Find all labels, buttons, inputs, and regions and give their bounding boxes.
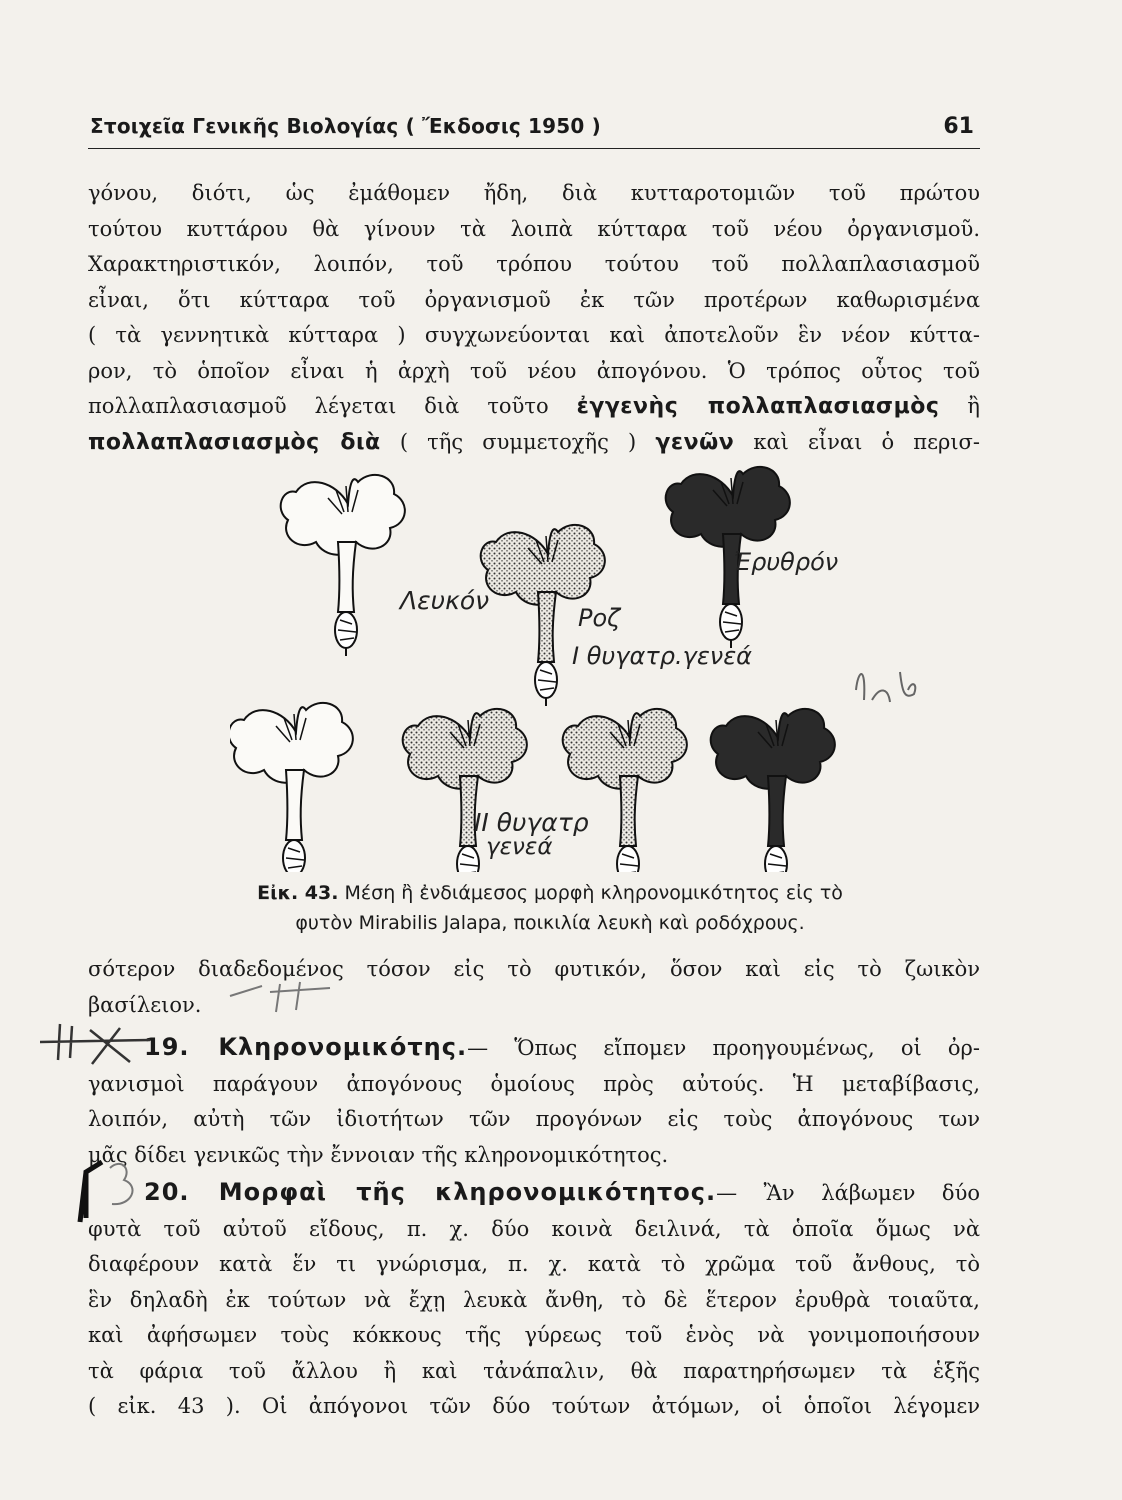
- flower-red-f2: [711, 709, 835, 872]
- text-span: — Ὅπως εἴπομεν προηγουμένως, οἱ ὀρ-: [467, 1036, 980, 1060]
- text-line: καὶ ἀφήσωμεν τοὺς κόκκους τῆς γύρεως τοῦ ἑνὸς νὰ γονιμοποιήσουν: [88, 1323, 980, 1347]
- bold-term: γενῶν: [655, 429, 735, 455]
- text-line: διαφέρουν κατὰ ἕν τι γνώρισμα, π. χ. κατὰ τὸ χρῶμα τοῦ ἄνθους, τὸ: [88, 1252, 980, 1276]
- bold-term: πολλαπλασιασμὸς διὰ: [88, 429, 381, 455]
- section-heading: 19. Κληρονομικότης.: [144, 1033, 468, 1061]
- figure-caption: [150, 878, 950, 938]
- caption-label: Εἰκ. 43.: [257, 882, 339, 904]
- text-line: [88, 1175, 980, 1212]
- text-line: Χαρακτηριστικόν, λοιπόν, τοῦ τρόπου τούτου τοῦ πολλαπλασιασμοῦ: [88, 252, 980, 276]
- text-line: [88, 389, 980, 425]
- label-red: Ἐρυθρόν: [734, 548, 839, 576]
- caption-line: φυτὸν Mirabilis Jalapa, ποικιλία λευκὴ καὶ ροδόχρους.: [295, 912, 805, 934]
- label-first-generation: I θυγατρ.γενεά: [572, 642, 752, 670]
- page-header: [88, 112, 980, 149]
- flower-pink-f2-b: [563, 709, 687, 872]
- label-pink: Ροζ: [578, 604, 621, 632]
- label-second-generation-cont: γενεά: [486, 834, 553, 860]
- flower-white-f2: [230, 703, 353, 872]
- caption-line: [150, 878, 950, 908]
- text-line: γόνου, διότι, ὡς ἐμάθομεν ἤδη, διὰ κυτταροτομιῶν τοῦ πρώτου: [88, 181, 980, 205]
- text-line: ( τὰ γεννητικὰ κύτταρα ) συγχωνεύονται καὶ ἀποτελοῦν ἓν νέον κύττα-: [88, 323, 980, 347]
- text-line: γανισμοὶ παράγουν ἀπογόνους ὁμοίους πρὸς αὐτούς. Ἡ μεταβίβασις,: [88, 1071, 980, 1096]
- text-line: τούτου κυττάρου θὰ γίνουν τὰ λοιπὰ κύτταρα τοῦ νέου ὀργανισμοῦ.: [88, 216, 980, 241]
- caption-text: Μέση ἢ ἐνδιάμεσος μορφὴ κληρονομικότητος εἰς τὸ: [344, 882, 843, 904]
- paragraph-reproduction: [88, 176, 980, 460]
- text-span: ( τῆς συμμετοχῆς ): [399, 429, 637, 454]
- text-line: λοιπόν, αὐτὴ τῶν ἰδιοτήτων τῶν προγόνων εἰς τοὺς ἀπογόνους των: [88, 1107, 980, 1131]
- section-20: [88, 1175, 980, 1425]
- text-line: [88, 425, 980, 461]
- text-span: ἢ: [967, 394, 980, 418]
- text-span: καὶ εἶναι ὁ περισ-: [753, 429, 980, 454]
- running-title: Στοιχεῖα Γενικῆς Βιολογίας ( Ἔκδοσις 1950 ): [90, 114, 602, 138]
- text-line: [88, 1030, 980, 1067]
- text-line: ( εἰκ. 43 ). Οἱ ἀπόγονοι τῶν δύο τούτων ἀτόμων, οἱ ὁποῖοι λέγομεν: [88, 1394, 980, 1418]
- label-second-generation: II θυγατρ: [474, 808, 589, 837]
- page-number: 61: [943, 114, 974, 139]
- text-span: — Ἂν λάβωμεν δύο: [716, 1181, 980, 1205]
- text-line: σότερον διαδεδομένος τόσον εἰς τὸ φυτικόν, ὅσον καὶ εἰς τὸ ζωικὸν: [88, 957, 980, 981]
- text-line: ρον, τὸ ὁποῖον εἶναι ἡ ἀρχὴ τοῦ νέου ἀπογόνου. Ὁ τρόπος οὗτος τοῦ: [88, 358, 980, 383]
- flower-white-parent: [281, 475, 405, 656]
- text-line: τὰ φάρια τοῦ ἄλλου ἢ καὶ τἀνάπαλιν, θὰ παρατηρήσωμεν τὰ ἑξῆς: [88, 1358, 980, 1383]
- text-line: φυτὰ τοῦ αὐτοῦ εἴδους, π. χ. δύο κοινὰ δειλινά, τὰ ὁποῖα ὅμως νὰ: [88, 1216, 980, 1241]
- section-19: [88, 1030, 980, 1173]
- text-span: πολλαπλασιασμοῦ λέγεται διὰ τοῦτο: [88, 394, 549, 418]
- section-heading: 20. Μορφαὶ τῆς κληρονομικότητος.: [144, 1178, 717, 1206]
- text-line: μᾶς δίδει γενικῶς τὴν ἔννοιαν τῆς κληρονομικότητος.: [88, 1142, 669, 1167]
- bold-term: ἐγγενὴς πολλαπλασιασμὸς: [576, 394, 940, 419]
- text-line: βασίλειον.: [88, 992, 202, 1017]
- label-white: Λευκόν: [400, 586, 490, 615]
- text-line: ἓν δηλαδὴ ἐκ τούτων νὰ ἔχῃ λευκὰ ἄνθη, τὸ δὲ ἕτερον ἐρυθρὰ τοιαῦτα,: [88, 1287, 980, 1312]
- paragraph-continuation: [88, 952, 980, 1023]
- text-line: εἶναι, ὅτι κύτταρα τοῦ ὀργανισμοῦ ἐκ τῶν προτέρων καθωρισμένα: [88, 287, 980, 312]
